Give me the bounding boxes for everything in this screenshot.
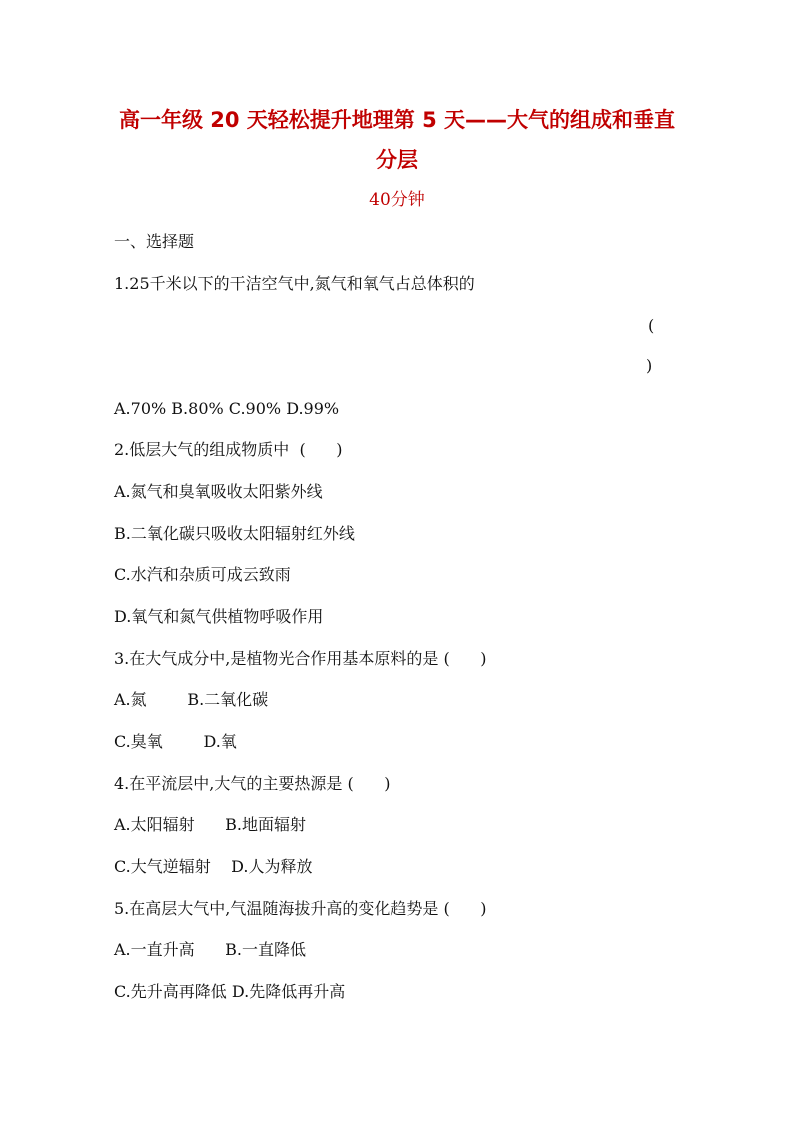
question-3-options-row-1: A.氮 B.二氧化碳 xyxy=(114,690,269,709)
question-2-option-a: A.氮气和臭氧吸收太阳紫外线 xyxy=(114,482,323,501)
question-2-option-b: B.二氧化碳只吸收太阳辐射红外线 xyxy=(114,524,355,543)
question-1-options: A.70% B.80% C.90% D.99% xyxy=(114,399,340,418)
question-2-stem: 2.低层大气的组成物质中 ( ) xyxy=(114,440,343,459)
question-2-option-d: D.氧气和氮气供植物呼吸作用 xyxy=(114,607,324,626)
question-2-option-c: C.水汽和杂质可成云致雨 xyxy=(114,565,291,584)
section-heading: 一、选择题 xyxy=(114,232,195,251)
document-title-line-1: 高一年级 20 天轻松提升地理第 5 天——大气的组成和垂直 xyxy=(118,108,676,132)
question-1-answer-paren-close: ) xyxy=(646,356,653,375)
question-4-options-row-2: C.大气逆辐射 D.人为释放 xyxy=(114,857,313,876)
question-3-stem: 3.在大气成分中,是植物光合作用基本原料的是 ( ) xyxy=(114,649,487,668)
question-5-options-row-2: C.先升高再降低 D.先降低再升高 xyxy=(114,982,346,1001)
time-limit: 40分钟 xyxy=(369,190,425,210)
question-5-stem: 5.在高层大气中,气温随海拔升高的变化趋势是 ( ) xyxy=(114,899,487,918)
question-4-options-row-1: A.太阳辐射 B.地面辐射 xyxy=(114,815,307,834)
question-3-options-row-2: C.臭氧 D.氧 xyxy=(114,732,237,751)
question-5-options-row-1: A.一直升高 B.一直降低 xyxy=(114,940,307,959)
question-1-stem: 1.25千米以下的干洁空气中,氮气和氧气占总体积的 xyxy=(114,274,475,293)
question-1-answer-paren-open: ( xyxy=(648,316,655,335)
question-4-stem: 4.在平流层中,大气的主要热源是 ( ) xyxy=(114,774,391,793)
document-title-line-2: 分层 xyxy=(376,148,418,172)
